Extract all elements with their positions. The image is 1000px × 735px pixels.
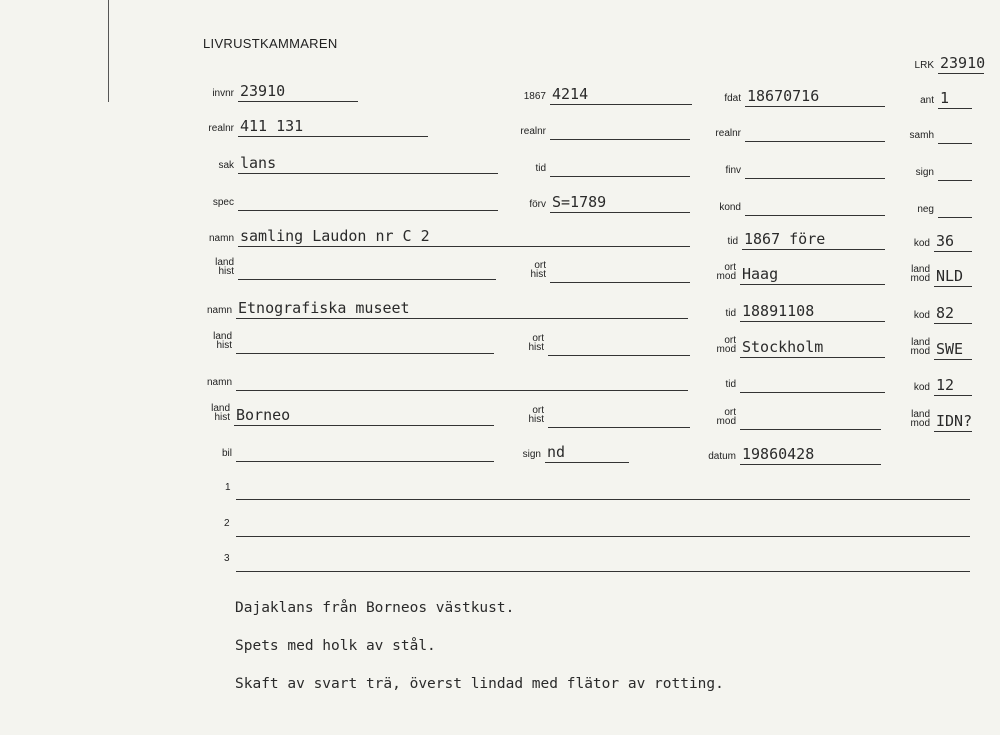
bil-label: bil [221,448,232,459]
description-line-3: Skaft av svart trä, överst lindad med flätor av rotting. [235,676,724,692]
realnr-value: 411 131 [240,117,304,135]
ort-hist-field-2[interactable] [528,333,690,356]
tid-value: 18891108 [742,302,815,320]
sign-field[interactable] [522,441,629,463]
forv-value: S=1789 [552,193,607,211]
kond-field[interactable] [719,194,885,216]
sak-field[interactable] [218,152,498,174]
samh-label: samh [909,130,934,141]
fdat-label: fdat [724,93,741,104]
line-number: 2 [224,518,230,529]
namn-value: Etnografiska museet [238,299,410,317]
kod-field-3[interactable] [913,374,972,396]
ort-hist-field-3[interactable] [528,405,690,428]
namn-label: namn [206,305,232,316]
kod-value: 82 [936,304,955,322]
lrk-value: 23910 [940,54,986,72]
land-hist-label: land hist [211,403,230,423]
free-text-line-1[interactable] [236,478,970,500]
realnr-field-3[interactable] [715,120,885,142]
ort-hist-label: ort hist [528,405,544,425]
sign-label: sign [915,167,934,178]
namn-field-2[interactable] [206,297,688,319]
kond-label: kond [719,202,741,213]
1867-value: 4214 [552,85,589,103]
bil-field[interactable] [221,440,494,462]
line-number: 1 [225,482,231,493]
neg-label: neg [917,204,934,215]
tid-field-1[interactable] [727,228,885,250]
kod-label: kod [913,310,930,321]
land-mod-label: land mod [910,264,930,284]
invnr-value: 23910 [240,82,286,100]
description-line-2: Spets med holk av stål. [235,638,436,654]
land-mod-field-1[interactable] [910,264,972,287]
land-mod-field-3[interactable] [910,409,973,432]
forv-label: förv [529,199,546,210]
kod-label: kod [913,238,930,249]
tid-value: 1867 före [744,230,826,248]
kod-field-2[interactable] [913,302,972,324]
datum-label: datum [708,451,736,462]
namn-label: namn [206,377,232,388]
namn-label: namn [208,233,234,244]
ort-mod-value: Haag [742,265,779,283]
finv-field[interactable] [725,157,885,179]
institution-title: LIVRUSTKAMMAREN [203,36,338,51]
spec-field[interactable] [212,189,498,211]
kod-field-1[interactable] [913,230,972,252]
land-hist-field-1[interactable] [215,257,496,280]
land-hist-label: land hist [213,331,232,351]
tid-label: tid [725,308,736,319]
tid-field-3[interactable] [725,371,885,393]
kod-value: 12 [936,376,955,394]
line-number: 3 [224,553,230,564]
land-hist-field-2[interactable] [213,331,494,354]
tid-field-2[interactable] [725,300,885,322]
ant-value: 1 [940,89,950,107]
1867-label: 1867 [523,91,546,102]
realnr-field-2[interactable] [520,118,690,140]
ort-mod-value: Stockholm [742,338,824,356]
free-text-line-2[interactable] [236,515,970,537]
tid-label: tid [727,236,738,247]
tid-label: tid [725,379,736,390]
lrk-field[interactable] [914,52,986,74]
ant-label: ant [920,95,934,106]
namn-value: samling Laudon nr C 2 [240,227,430,245]
fdat-field[interactable] [724,85,885,107]
land-hist-value: Borneo [236,406,291,424]
land-hist-label: land hist [215,257,234,277]
sign-label: sign [522,449,541,460]
ort-hist-label: ort hist [528,333,544,353]
samh-field[interactable] [909,122,972,144]
realnr-label: realnr [520,126,546,137]
ort-mod-label: ort mod [716,407,736,427]
free-text-line-3[interactable] [236,550,970,572]
land-mod-value: NLD [936,267,964,285]
land-mod-label: land mod [910,409,930,429]
tid-label: tid [535,163,546,174]
namn-field-3[interactable] [206,369,688,391]
tid-field-sak[interactable] [535,155,690,177]
sign-value: nd [547,443,566,461]
kod-value: 36 [936,232,955,250]
land-mod-value: IDN? [936,412,973,430]
lrk-label: LRK [914,60,934,71]
page-edge-line [108,0,109,102]
invnr-field[interactable] [212,80,358,102]
realnr-label: realnr [715,128,741,139]
namn-field-1[interactable] [208,225,690,247]
neg-field[interactable] [917,196,972,218]
forv-field[interactable] [529,191,690,213]
sign-field-top[interactable] [915,159,972,181]
fdat-value: 18670716 [747,87,820,105]
realnr-field-1[interactable] [208,115,428,137]
land-hist-field-3[interactable] [211,403,494,426]
ant-field[interactable] [920,87,972,109]
ort-mod-label: ort mod [716,262,736,282]
ort-mod-label: ort mod [716,335,736,355]
ort-hist-field-1[interactable] [530,260,690,283]
datum-value: 19860428 [742,445,815,463]
datum-field[interactable] [708,443,881,465]
invnr-label: invnr [212,88,234,99]
ort-mod-field-3[interactable] [716,407,881,430]
land-mod-field-2[interactable] [910,337,972,360]
ort-hist-label: ort hist [530,260,546,280]
land-mod-value: SWE [936,340,964,358]
sak-label: sak [218,160,234,171]
realnr-label: realnr [208,123,234,134]
sak-value: lans [240,154,277,172]
land-mod-label: land mod [910,337,930,357]
spec-label: spec [212,197,234,208]
kod-label: kod [913,382,930,393]
ort-mod-field-1[interactable] [716,262,885,285]
finv-label: finv [725,165,741,176]
description-line-1: Dajaklans från Borneos västkust. [235,600,515,616]
ort-mod-field-2[interactable] [716,335,885,358]
1867-field[interactable] [523,83,692,105]
